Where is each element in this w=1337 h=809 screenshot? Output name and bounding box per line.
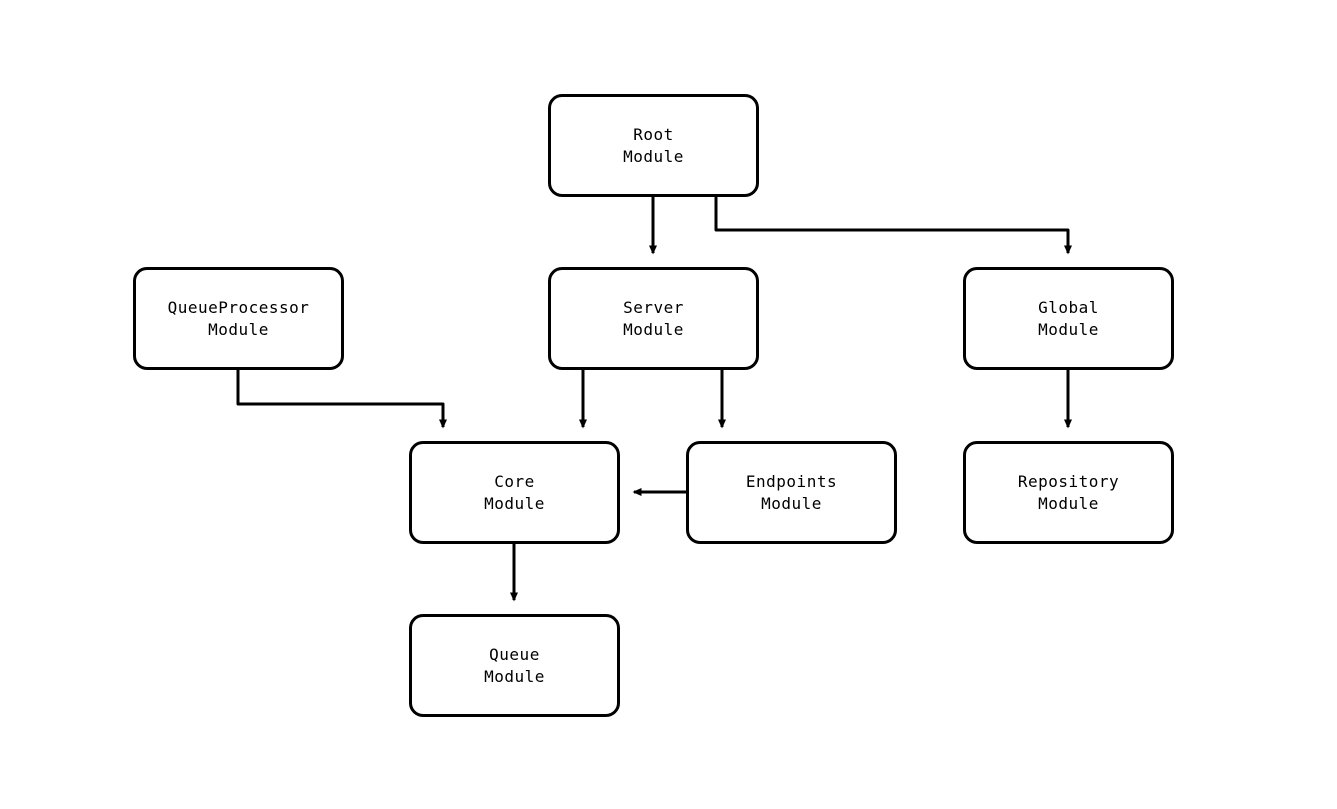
node-endpoints-module[interactable] (686, 441, 897, 544)
node-repository-module[interactable] (963, 441, 1174, 544)
node-core-module-line2: Module (484, 493, 545, 513)
node-endpoints-module-line1: Endpoints (745, 471, 838, 491)
edge-queueprocessor-to-core (238, 370, 443, 427)
node-server-module-line2: Module (623, 319, 684, 339)
node-repository-module-line1: Repository (1017, 471, 1120, 491)
node-global-module-line1: Global (1038, 297, 1099, 317)
node-repository-module-line2: Module (1038, 493, 1099, 513)
node-core-module[interactable] (409, 441, 620, 544)
node-queue-module-line2: Module (484, 666, 545, 686)
node-queueprocessor-module-line1: QueueProcessor (167, 297, 310, 317)
node-server-module-line1: Server (623, 297, 684, 317)
node-root-module[interactable] (548, 94, 759, 197)
node-root-module-line1: Root (633, 124, 674, 144)
node-global-module-line2: Module (1038, 319, 1099, 339)
node-queue-module[interactable] (409, 614, 620, 717)
node-root-module-line2: Module (623, 146, 684, 166)
node-queue-module-line1: Queue (489, 644, 540, 664)
node-queueprocessor-module[interactable] (133, 267, 344, 370)
node-endpoints-module-line2: Module (761, 493, 822, 513)
node-core-module-line1: Core (494, 471, 535, 491)
node-queueprocessor-module-line2: Module (208, 319, 269, 339)
node-server-module[interactable] (548, 267, 759, 370)
edge-root-to-global (716, 197, 1068, 253)
node-global-module[interactable] (963, 267, 1174, 370)
